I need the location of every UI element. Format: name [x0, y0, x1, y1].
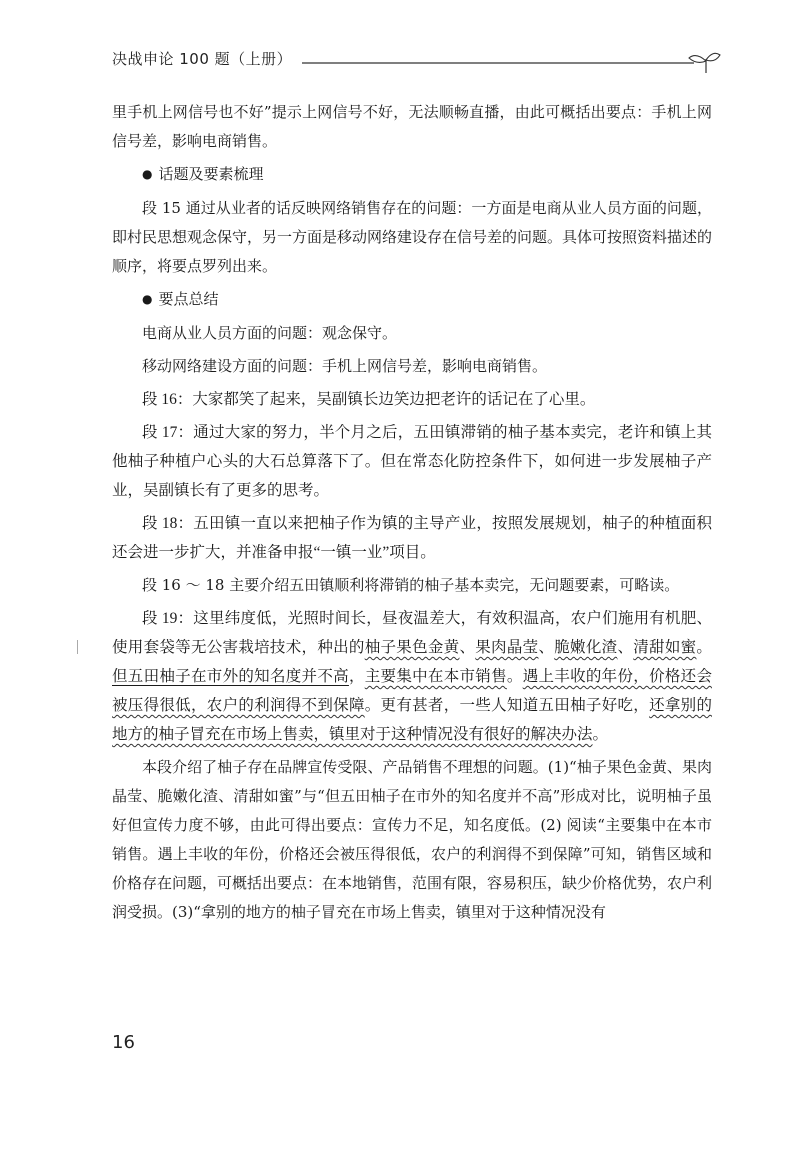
page-body — [112, 98, 712, 927]
summary-point-1: 电商从业人员方面的问题：观念保守。 — [142, 324, 398, 342]
source-paragraph-17: 段 17：通过大家的努力，半个月之后，五田镇滞销的柚子基本卖完，老许和镇上其他柚子种植户心头的大石总算落下了。但在常态化防控条件下，如何进一步发展柚子产业，吴副镇长有了更多的思考。 — [112, 424, 712, 499]
bullet-heading-topic: ● 话题及要素梳理 — [112, 160, 712, 190]
page-number: 16 — [112, 1032, 135, 1053]
underlined-phrase: 清甜如蜜 — [633, 639, 697, 656]
header-rule — [302, 51, 722, 75]
source-paragraph-19 — [112, 604, 712, 749]
underlined-phrase: 还拿别的地方的柚子冒充在市场上售卖，镇里对于这种情况没有很好的解决办法 — [112, 697, 712, 743]
text-segment: 段 19：这里纬度低，光照时间长，昼夜温差大，有效积温高，农户们施用有机肥、使用套袋等无公害栽培技术，种出的 — [112, 610, 712, 656]
underlined-phrase: 脆嫩化渣 — [554, 639, 618, 656]
bullet-heading-summary: ● 要点总结 — [112, 285, 712, 315]
text-segment: 。 — [506, 668, 523, 685]
text-segment: 。 — [592, 726, 609, 743]
text-segment: 、 — [617, 639, 634, 656]
source-paragraph-16: 段 16：大家都笑了起来，吴副镇长边笑边把老许的话记在了心里。 — [142, 391, 596, 408]
paragraph-analysis-15: 段 15 通过从业者的话反映网络销售存在的问题：一方面是电商从业人员方面的问题，即村民思想观念保守，另一方面是移动网络建设存在信号差的问题。具体可按照资料描述的顺序，将要点罗列出来。 — [112, 199, 713, 275]
underlined-phrase: 遇上丰收的年份，价格还会被压得很低，农户的利润得不到保障 — [112, 668, 712, 714]
text-segment: 。更有甚者，一些人知道五田柚子好吃， — [364, 697, 650, 714]
paragraph-analysis-19: 本段介绍了柚子存在品牌宣传受限、产品销售不理想的问题。(1)“柚子果色金黄、果肉晶莹、脆嫩化渣、清甜如蜜”与“但五田柚子在市外的知名度并不高”形成对比，说明柚子虽好但宣传力度不够，由此可得出要点：宣传力不足，知名度低。(2) 阅读“主要集中在本市销售。遇上丰收的年份，价格还会被压得很低，农户的利润得不到保障”可知，销售区域和价格存在问题，可概括出要点：在本地销售，范围有限，容易积压，缺少价格优势，农户利润受损。(3)“拿别的地方的柚子冒充在市场上售卖，镇里对于这种情况没有 — [112, 758, 713, 921]
underlined-phrase: 果肉晶莹 — [475, 639, 539, 656]
underlined-phrase: 主要集中在本市销售 — [364, 668, 507, 685]
underlined-phrase: 柚子果色金黄 — [364, 639, 460, 656]
text-segment: 、 — [459, 639, 476, 656]
text-segment: 。 — [696, 639, 712, 656]
text-segment: 、 — [538, 639, 555, 656]
text-segment: ， — [348, 668, 365, 685]
paragraph-continued: 里手机上网信号也不好”提示上网信号不好，无法顺畅直播，由此可概括出要点：手机上网信号差，影响电商销售。 — [112, 103, 712, 150]
summary-point-2: 移动网络建设方面的问题：手机上网信号差，影响电商销售。 — [142, 357, 548, 375]
book-title: 决战申论 100 题（上册） — [112, 50, 293, 68]
paragraph-analysis-16-18: 段 16 ～ 18 主要介绍五田镇顺利将滞销的柚子基本卖完，无问题要素，可略读。 — [142, 576, 680, 594]
margin-mark — [77, 640, 78, 654]
page-header — [112, 42, 722, 72]
source-paragraph-18: 段 18：五田镇一直以来把柚子作为镇的主导产业，按照发展规划，柚子的种植面积还会进一步扩大，并准备申报“一镇一业”项目。 — [112, 515, 712, 561]
underlined-phrase: 但五田柚子在市外的知名度并不高 — [112, 668, 349, 685]
